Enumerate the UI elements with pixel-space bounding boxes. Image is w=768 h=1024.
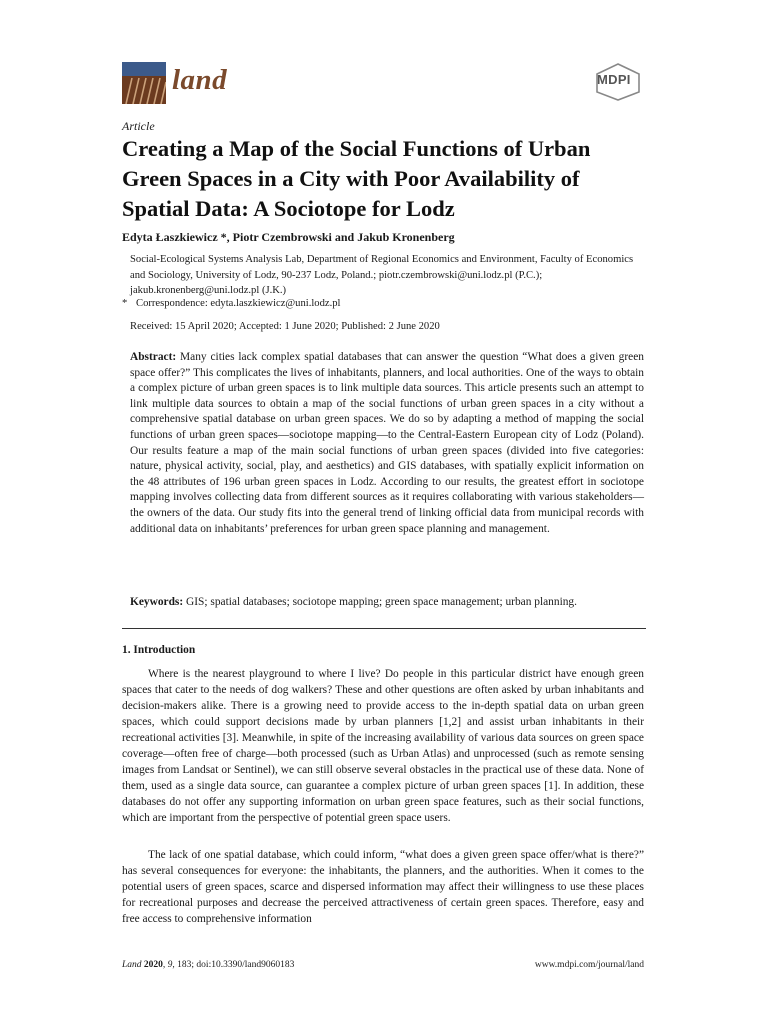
keywords-text: GIS; spatial databases; sociotope mapping; green space management; urban planning.: [186, 596, 577, 608]
publication-dates: Received: 15 April 2020; Accepted: 1 June 2020; Published: 2 June 2020: [130, 321, 440, 332]
journal-logo-icon: [122, 62, 166, 104]
author-list: Edyta Łaszkiewicz *, Piotr Czembrowski and Jakub Kronenberg: [122, 230, 455, 244]
abstract-text: Many cities lack complex spatial databases that can answer the question “What does a given green space offer?” This complicates the lives of inhabitants, planners, and local authorities. One of the ways to obtain a complex picture of urban green spaces is to link multiple data sources. This article presents such an attempt to link multiple data sources to obtain a map of the social functions of urban green spaces in a city without a comprehensive spatial database on urban green spaces. We do so by adapting a method of mapping the social functions of urban green spaces—sociotope mapping—to the Central-Eastern European city of Lodz (Poland). Our results feature a map of the main social functions of urban green spaces (divided into five categories: nature, physical activity, social, play, and aesthetics) and GIS databases, with spatially explicit information on the 48 attributes of 196 urban green spaces in Lodz. According to our results, the greatest effort in sociotope mapping involves collecting data from different sources as it requires collaborating with various stakeholders—the owners of the data. Our study fits into the general trend of linking official data from municipal records with additional data on inhabitants’ preferences for urban green space planning and management.: [130, 351, 644, 535]
footer-journal: Land: [122, 960, 142, 970]
intro-paragraph-1: Where is the nearest playground to where I live? Do people in this particular district have enough green spaces that cater to the needs of dog walkers? These and other questions are often asked by urban inhabitants and decision-makers alike. There is a growing need to provide access to the in-depth spatial data on urban green spaces, which could support decisions made by urban planners [1,2] and assist urban inhabitants in their recreational activities [3]. Meanwhile, in spite of the increasing availability of various data sources on green space coverage—often free of charge—both processed (such as Urban Atlas) and unprocessed (such as remote sensing images from Landsat or Sentinel), we can still observe several obstacles in the practical use of these data. None of them, used as a single data source, can guarantee a complex picture of urban green spaces [1]. In addition, these databases do not offer any supporting information on urban green space features, such as their social functions, which are important from the perspective of potential green space users.: [122, 668, 644, 824]
footer-url[interactable]: www.mdpi.com/journal/land: [534, 960, 644, 970]
article-type: Article: [122, 119, 155, 133]
footer-year: 2020: [143, 960, 163, 970]
publisher-name: MDPI: [597, 72, 631, 87]
keywords: [130, 596, 577, 608]
journal-name: land: [172, 64, 228, 96]
affiliation: Social-Ecological Systems Analysis Lab, Department of Regional Economics and Environment, Faculty of Economics and Sociology, University of Lodz, 90-237 Lodz, Poland.; piotr.czembrowski@uni.lodz.pl (P.C.); jakub.kronenberg@uni.lodz.pl (J.K.): [130, 254, 634, 296]
correspondence-mark: *: [122, 298, 128, 309]
keywords-label: Keywords:: [130, 596, 184, 608]
section-heading: 1. Introduction: [122, 644, 196, 656]
footer-volume: 9: [167, 960, 173, 970]
abstract: [130, 350, 644, 537]
correspondence-text: Correspondence: edyta.laszkiewicz@uni.lodz.pl: [136, 298, 341, 309]
footer-doi: , 183; doi:10.3390/land9060183: [172, 960, 295, 970]
abstract-label: Abstract:: [130, 351, 177, 363]
correspondence: [122, 298, 341, 309]
section-divider: [122, 628, 646, 629]
footer-citation: Land 2020, 9, 183; doi:10.3390/land9060183: [122, 960, 295, 970]
paper-title: Creating a Map of the Social Functions of Urban Green Spaces in a City with Poor Availability of Spatial Data: A Sociotope for Lodz: [122, 136, 591, 221]
intro-paragraph-2: The lack of one spatial database, which could inform, “what does a given green space offer/what is there?” has several consequences for everyone: the inhabitants, the planners, and the authorities. When it comes to the potential users of green spaces, scarce and dispersed information may affect their willingness to use these places for recreational purposes and decrease the perceived attractiveness of certain green spaces. Therefore, easy and free access to comprehensive information: [122, 849, 644, 925]
